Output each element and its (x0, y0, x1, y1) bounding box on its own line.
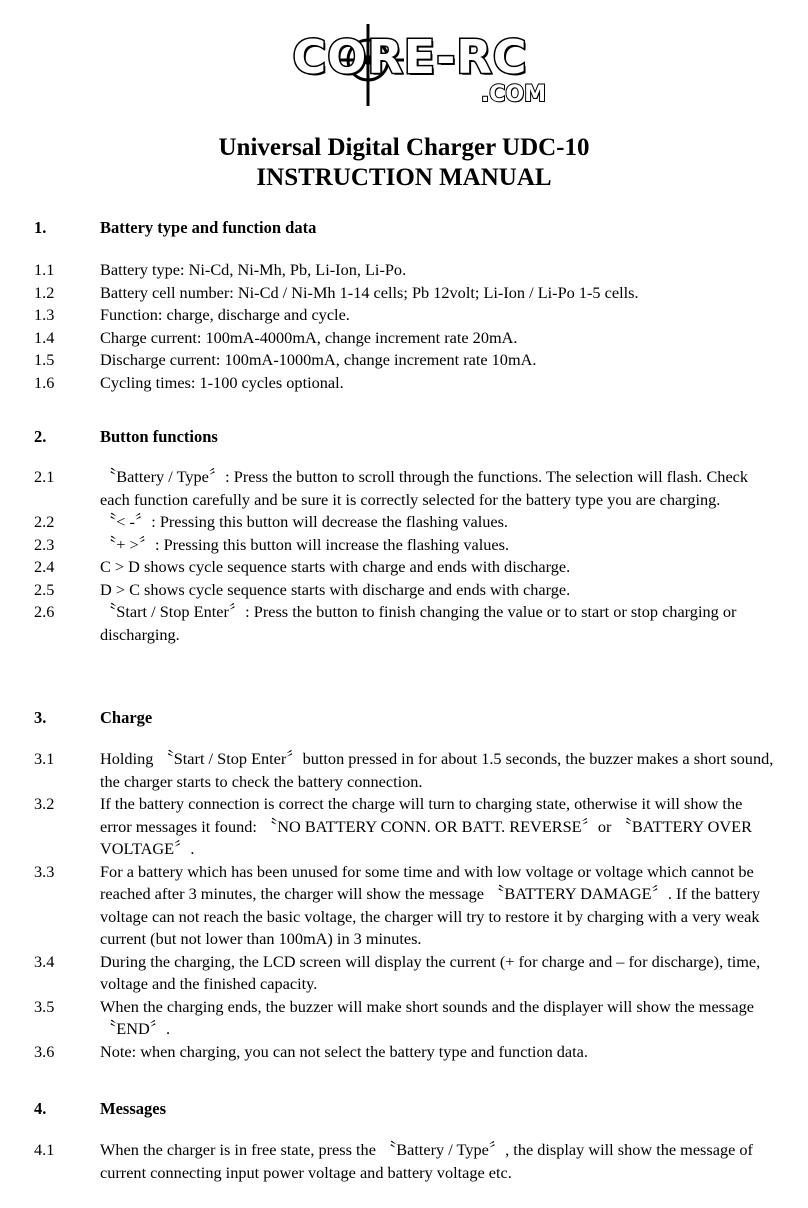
section-items-charge (34, 748, 774, 1063)
item-number: 1.1 (34, 260, 55, 279)
item-number: 3.5 (34, 996, 55, 1016)
item-text: Cycling times: 1-100 cycles optional. (100, 372, 344, 392)
list-item (34, 466, 774, 511)
item-text: Battery type: Ni-Cd, Ni-Mh, Pb, Li-Ion, Li-Po. (100, 260, 407, 279)
section-title: Messages (100, 1099, 166, 1118)
section-number: 3. (34, 708, 47, 727)
list-item (34, 579, 774, 602)
item-number: 3.1 (34, 749, 55, 768)
item-text: Function: charge, discharge and cycle. (100, 305, 350, 324)
item-number: 1.3 (34, 305, 55, 324)
item-text: When the charging ends, the buzzer will make short sounds and the displayer will show the message 〝END〞. (100, 996, 754, 1038)
item-text: 〝+ >〞: Pressing this button will increase the flashing values. (100, 534, 510, 554)
core-rc-logo (272, 22, 548, 108)
list-item (34, 748, 774, 793)
item-text: Holding 〝Start / Stop Enter〞button pressed in for about 1.5 seconds, the buzzer makes a short sound, the charger starts to check the battery connection. (100, 749, 774, 791)
item-number: 2.5 (34, 579, 55, 599)
section-number: 2. (34, 427, 47, 446)
item-number: 2.3 (34, 534, 55, 554)
item-number: 3.3 (34, 861, 55, 881)
list-item (34, 511, 774, 534)
item-number: 1.4 (34, 327, 55, 347)
item-number: 1.5 (34, 350, 55, 369)
list-item (34, 282, 774, 305)
item-text: For a battery which has been unused for some time and with low voltage or voltage which cannot be reached after 3 minutes, the charger will show the message 〝BATTERY DAMAGE〞. If the battery voltage can not reach the basic voltage, the charger will try to restore it by charging with a very weak current (but not lower than 100mA) in 3 minutes. (100, 861, 761, 948)
section-number: 4. (34, 1099, 47, 1118)
item-number: 2.4 (34, 557, 55, 576)
item-number: 4.1 (34, 1140, 55, 1159)
list-item (34, 1041, 774, 1064)
item-number: 3.2 (34, 794, 55, 813)
logo-brand-text: CORE-RC (292, 30, 528, 84)
item-text: 〝Battery / Type〞: Press the button to scroll through the functions. The selection will flash. Check each function carefully and be sure it is correctly selected for the battery type you are charging. (100, 467, 749, 509)
section-number: 1. (34, 218, 47, 237)
item-text: Note: when charging, you can not select the battery type and function data. (100, 1041, 588, 1061)
item-number: 3.4 (34, 951, 55, 971)
list-item (34, 534, 774, 557)
list-item (34, 601, 774, 646)
item-text: During the charging, the LCD screen will display the current (+ for charge and – for discharge), time, voltage and the finished capacity. (100, 951, 761, 993)
item-text: Discharge current: 100mA-1000mA, change increment rate 10mA. (100, 350, 537, 369)
item-number: 1.2 (34, 282, 55, 302)
section-title: Charge (100, 708, 153, 727)
list-item (34, 327, 774, 350)
item-number: 1.6 (34, 372, 55, 392)
list-item (34, 1139, 774, 1184)
item-text: 〝< -〞: Pressing this button will decrease the flashing values. (100, 512, 509, 531)
logo-domain-text: .COM (480, 82, 546, 107)
list-item (34, 259, 774, 282)
section-items-messages (34, 1139, 774, 1184)
item-number: 2.6 (34, 602, 55, 621)
section-items-battery-type (34, 259, 774, 394)
item-number: 2.1 (34, 467, 55, 486)
item-number: 3.6 (34, 1041, 55, 1061)
section-title: Battery type and function data (100, 218, 317, 237)
list-item (34, 793, 774, 861)
list-item (34, 951, 774, 996)
section-title: Button functions (100, 427, 218, 446)
item-text: If the battery connection is correct the charge will turn to charging state, otherwise it will show the error messages it found: 〝NO BATTERY CONN. OR BATT. REVERSE〞or 〝BATTERY OVER VOLTAGE〞. (100, 794, 752, 858)
list-item (34, 349, 774, 372)
item-text: 〝Start / Stop Enter〞: Press the button to finish changing the value or to start or stop charging or discharging. (100, 602, 737, 644)
item-text: Charge current: 100mA-4000mA, change increment rate 20mA. (100, 327, 518, 347)
item-text: Battery cell number: Ni-Cd / Ni-Mh 1-14 cells; Pb 12volt; Li-Ion / Li-Po 1-5 cells. (100, 282, 639, 302)
list-item (34, 304, 774, 327)
document-title (0, 133, 808, 193)
item-text: D > C shows cycle sequence starts with discharge and ends with charge. (100, 579, 571, 599)
item-number: 2.2 (34, 512, 55, 531)
item-text: When the charger is in free state, press the 〝Battery / Type〞, the display will show the message of current connecting input power voltage and battery voltage etc. (100, 1140, 753, 1182)
list-item (34, 372, 774, 395)
list-item (34, 996, 774, 1041)
list-item (34, 861, 774, 951)
item-text: C > D shows cycle sequence starts with charge and ends with discharge. (100, 557, 571, 576)
list-item (34, 556, 774, 579)
title-line-1: Universal Digital Charger UDC-10 (218, 134, 590, 161)
title-line-2: INSTRUCTION MANUAL (256, 164, 552, 191)
section-items-button-functions (34, 466, 774, 646)
